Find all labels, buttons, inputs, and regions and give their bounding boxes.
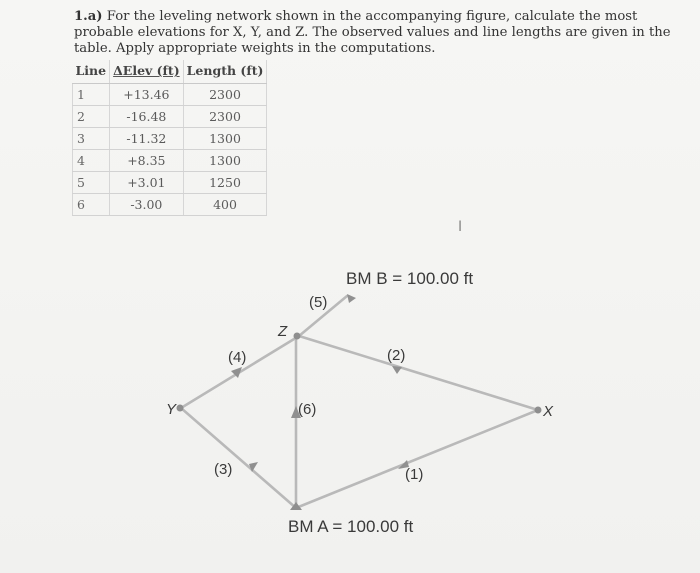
arrow-line-5-icon	[347, 294, 356, 303]
cell-delev: +3.01	[110, 172, 184, 194]
problem-number: 1.a)	[74, 9, 103, 24]
label-point-x: X	[543, 403, 554, 420]
cell-delev: -11.32	[110, 128, 184, 150]
label-point-z: Z	[278, 323, 288, 340]
network-line-y-a	[181, 408, 296, 508]
cell-line: 5	[73, 172, 110, 194]
label-line-6: (6)	[298, 401, 317, 418]
label-line-4: (4)	[228, 349, 247, 366]
cell-length: 2300	[183, 84, 267, 106]
network-line-z-x	[299, 336, 538, 410]
cell-line: 3	[73, 128, 110, 150]
problem-line-1: 1.a) For the leveling network shown in the accompanying figure, calculate the most	[74, 9, 638, 24]
text-cursor-icon: I	[458, 219, 463, 235]
point-y-marker	[177, 405, 184, 412]
header-line: Line	[73, 60, 110, 84]
cell-delev: -3.00	[110, 194, 184, 216]
label-bm-a: BM A = 100.00 ft	[288, 517, 414, 536]
cell-delev: -16.48	[110, 106, 184, 128]
label-point-y: Y	[166, 401, 177, 418]
label-line-3: (3)	[214, 461, 233, 478]
cell-line: 6	[73, 194, 110, 216]
cell-line: 4	[73, 150, 110, 172]
header-length: Length (ft)	[183, 60, 267, 84]
label-line-2: (2)	[387, 347, 406, 364]
label-bm-b: BM B = 100.00 ft	[346, 269, 474, 288]
cell-line: 1	[73, 84, 110, 106]
cell-line: 2	[73, 106, 110, 128]
label-line-1: (1)	[405, 466, 424, 483]
cell-length: 1300	[183, 128, 267, 150]
cell-length: 1250	[183, 172, 267, 194]
point-x-marker	[535, 407, 542, 414]
problem-line-3: table. Apply appropriate weights in the computations.	[74, 40, 436, 56]
cell-delev: +8.35	[110, 150, 184, 172]
point-z-marker	[294, 333, 301, 340]
header-delev: ΔElev (ft)	[110, 60, 184, 84]
cell-length: 2300	[183, 106, 267, 128]
network-line-a-x	[296, 410, 538, 508]
cell-length: 400	[183, 194, 267, 216]
problem-line-2: probable elevations for X, Y, and Z. The observed values and line lengths are given in the	[74, 24, 671, 40]
arrow-line-2-icon	[392, 366, 402, 374]
label-line-5: (5)	[309, 294, 328, 311]
cell-length: 1300	[183, 150, 267, 172]
cell-delev: +13.46	[110, 84, 184, 106]
